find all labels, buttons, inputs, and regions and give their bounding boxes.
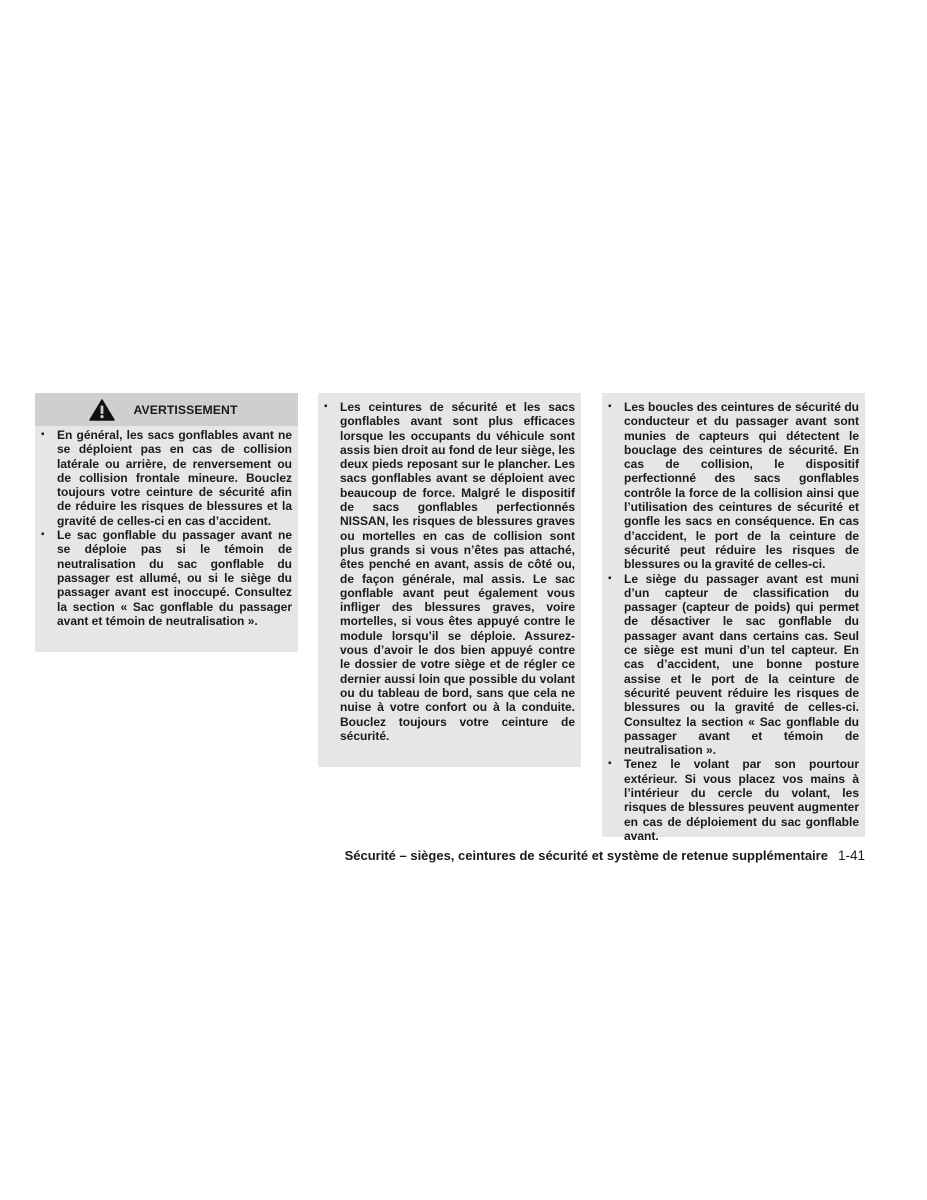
warning-item: ▪ Le sac gonflable du passager avant ne se déploie pas si le témoin de neutralisation du sac gonflable du passager est allumé, ou si le siège du passager avant est inoccupé. Consultez la section « Sac gonflable du passager avant et témoin de neutralisation ». [41,528,292,628]
page-number: 1-41 [837,848,865,863]
column-2-box [318,393,581,767]
column-3-item: ▪ Le siège du passager avant est muni d’un capteur de classification du passager (capteur de poids) qui permet de désactiver le sac gonflable du passager avant dans certains cas. Seul ce siège est muni d’un tel capteur. En cas d’accident, une bonne posture assise et le port de la ceinture de sécurité peuvent réduire les risques de blessures ou la gravité de celles-ci. Consultez la section « Sac gonflable du passager avant et témoin de neutralisation ». [608,572,859,758]
warning-list [35,426,298,628]
warning-item: ▪ En général, les sacs gonflables avant ne se déploient pas en cas de collision latérale ou arrière, de renversement ou de collision frontale mineure. Bouclez toujours votre ceinture de sécurité afin de réduire les risques de blessures et la gravité de celles-ci en cas d’accident. [41,428,292,528]
footer-section-title: Sécurité – sièges, ceintures de sécurité et système de retenue supplémentaire [344,848,828,863]
warning-triangle-icon [89,399,115,421]
column-3-list [602,393,865,843]
column-3-item: ▪ Tenez le volant par son pourtour extérieur. Si vous placez vos mains à l’intérieur du cercle du volant, les risques de blessures peuvent augmenter en cas de déploiement du sac gonflable avant. [608,757,859,843]
column-3-item: ▪ Les boucles des ceintures de sécurité du conducteur et du passager avant sont munies de capteurs qui détectent le bouclage des ceintures de sécurité. En cas de collision, le dispositif perfectionné des sacs gonflables contrôle la force de la collision ainsi que l’utilisation des ceintures de sécurité et gonfle les sacs en conséquence. En cas d’accident, le port de la ceinture de sécurité peut réduire les risques de blessures ou la gravité de celles-ci. [608,400,859,572]
warning-box [35,393,298,652]
column-2-list [318,393,581,743]
column-3-box [602,393,865,843]
warning-header [35,393,298,426]
warning-title: AVERTISSEMENT [133,402,238,417]
page-footer [300,848,865,863]
column-2-item: ▪ Les ceintures de sécurité et les sacs gonflables avant sont plus efficaces lorsque les occupants du véhicule sont assis bien droit au fond de leur siège, les deux pieds reposant sur le plancher. Les sacs gonflables avant se déploient avec beaucoup de force. Malgré le dispositif de sacs gonflables perfectionnés NISSAN, les risques de blessures graves ou mortelles en cas de collision sont plus grands si vous n’êtes pas attaché, êtes penché en avant, assis de côté ou, de façon générale, mal assis. Le sac gonflable avant peut également vous infliger des blessures graves, voire mortelles, si vous êtes appuyé contre le module lorsqu’il se déploie. Assurez-vous d’avoir le dos bien appuyé contre le dossier de votre siège et de régler ce dernier aussi loin que possible du volant ou du tableau de bord, sans que cela ne nuise à votre confort ou à la conduite. Bouclez toujours votre ceinture de sécurité. [324,400,575,743]
